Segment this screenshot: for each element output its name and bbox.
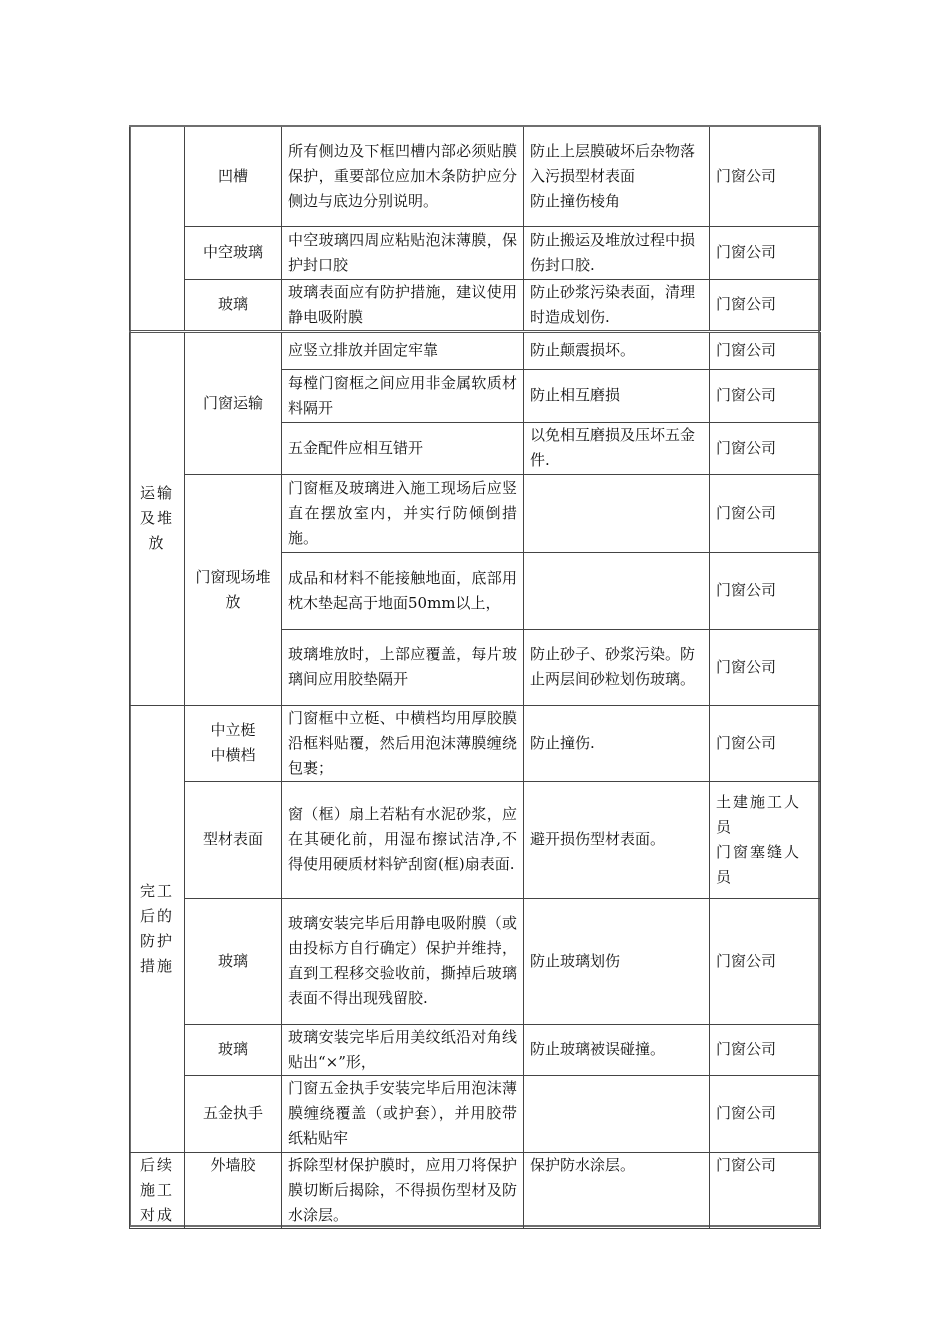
requirement-cell: 玻璃堆放时，上部应覆盖，每片玻璃间应用胶垫隔开 [282,629,524,705]
responsible-cell: 门窗公司 [710,126,821,226]
table-row [130,331,821,369]
responsible-cell: 土建施工人员 门窗塞缝人员 [710,781,821,898]
table-row [130,126,821,226]
requirement-cell: 玻璃安装完毕后用美纹纸沿对角线贴出“×”形， [282,1024,524,1075]
item-cell: 玻璃 [185,279,282,331]
responsible-cell: 门窗公司 [710,474,821,552]
item-cell: 中立梃 中横档 [185,705,282,781]
responsible-cell: 门窗公司 [710,1024,821,1075]
item-cell: 门窗现场堆放 [185,474,282,705]
purpose-cell: 防止玻璃被误碰撞。 [524,1024,710,1075]
section-cell [130,126,185,331]
purpose-cell: 保护防水涂层。 [524,1152,710,1228]
purpose-cell: 防止相互磨损 [524,369,710,422]
responsible-cell: 门窗公司 [710,629,821,705]
table-row [130,1075,821,1152]
section-label: 完工后的防护措施 [139,881,174,975]
responsible-cell: 门窗公司 [710,369,821,422]
purpose-cell: 避开损伤型材表面。 [524,781,710,898]
item-cell: 外墙胶 [185,1152,282,1228]
section-cell [130,705,185,1152]
responsible-cell: 门窗公司 [710,422,821,474]
purpose-cell: 防止撞伤. [524,705,710,781]
item-cell: 玻璃 [185,1024,282,1075]
purpose-cell: 防止砂浆污染表面，清理时造成划伤. [524,279,710,331]
responsible-cell: 门窗公司 [710,331,821,369]
table-row [130,781,821,898]
responsible-cell: 门窗公司 [710,1075,821,1152]
requirement-cell: 所有侧边及下框凹槽内部必须贴膜保护，重要部位应加木条防护应分侧边与底边分别说明。 [282,126,524,226]
requirement-cell: 门窗框中立梃、中横档均用厚胶膜沿框料贴覆，然后用泡沫薄膜缠绕包裹； [282,705,524,781]
item-cell: 凹槽 [185,126,282,226]
responsible-cell: 门窗公司 [710,552,821,629]
requirement-cell: 窗（框）扇上若粘有水泥砂浆，应在其硬化前，用湿布擦试洁净,不得使用硬质材料铲刮窗(框)扇表面. [282,781,524,898]
protection-measures-table [129,125,821,1229]
section-cell [130,331,185,705]
section-label: 运输及堆放 [139,484,174,552]
table-row [130,1152,821,1228]
requirement-cell: 拆除型材保护膜时，应用刀将保护膜切断后揭除，不得损伤型材及防水涂层。 [282,1152,524,1228]
requirement-cell: 玻璃安装完毕后用静电吸附膜（或由投标方自行确定）保护并维持，直到工程移交验收前，撕掉后玻璃表面不得出现残留胶. [282,898,524,1024]
item-cell: 型材表面 [185,781,282,898]
responsible-cell: 门窗公司 [710,1152,821,1228]
requirement-cell: 每樘门窗框之间应用非金属软质材料隔开 [282,369,524,422]
table-row [130,705,821,781]
requirement-cell: 门窗框及玻璃进入施工现场后应竖直在摆放室内，并实行防倾倒措施。 [282,474,524,552]
responsible-cell: 门窗公司 [710,226,821,279]
purpose-cell: 防止上层膜破坏后杂物落入污损型材表面 防止撞伤棱角 [524,126,710,226]
item-cell: 玻璃 [185,898,282,1024]
table-row [130,279,821,331]
purpose-cell: 防止玻璃划伤 [524,898,710,1024]
table-row [130,1024,821,1075]
responsible-cell: 门窗公司 [710,705,821,781]
table-row [130,226,821,279]
item-cell: 门窗运输 [185,331,282,474]
table-row [130,474,821,552]
requirement-cell: 门窗五金执手安装完毕后用泡沫薄膜缠绕覆盖（或护套），并用胶带纸粘贴牢 [282,1075,524,1152]
purpose-cell: 防止搬运及堆放过程中损伤封口胶. [524,226,710,279]
item-cell: 五金执手 [185,1075,282,1152]
purpose-cell: 防止砂子、砂浆污染。防止两层间砂粒划伤玻璃。 [524,629,710,705]
table-row [130,898,821,1024]
section-label: 后续施工对成 [139,1155,174,1224]
purpose-cell [524,552,710,629]
requirement-cell: 五金配件应相互错开 [282,422,524,474]
purpose-cell: 以免相互磨损及压坏五金件. [524,422,710,474]
purpose-cell [524,474,710,552]
requirement-cell: 中空玻璃四周应粘贴泡沫薄膜，保护封口胶 [282,226,524,279]
requirement-cell: 成品和材料不能接触地面，底部用枕木垫起高于地面50mm以上， [282,552,524,629]
item-cell: 中空玻璃 [185,226,282,279]
requirement-cell: 应竖立排放并固定牢靠 [282,331,524,369]
section-cell [130,1152,185,1228]
responsible-cell: 门窗公司 [710,279,821,331]
purpose-cell [524,1075,710,1152]
responsible-cell: 门窗公司 [710,898,821,1024]
requirement-cell: 玻璃表面应有防护措施，建议使用静电吸附膜 [282,279,524,331]
purpose-cell: 防止颠震损坏。 [524,331,710,369]
